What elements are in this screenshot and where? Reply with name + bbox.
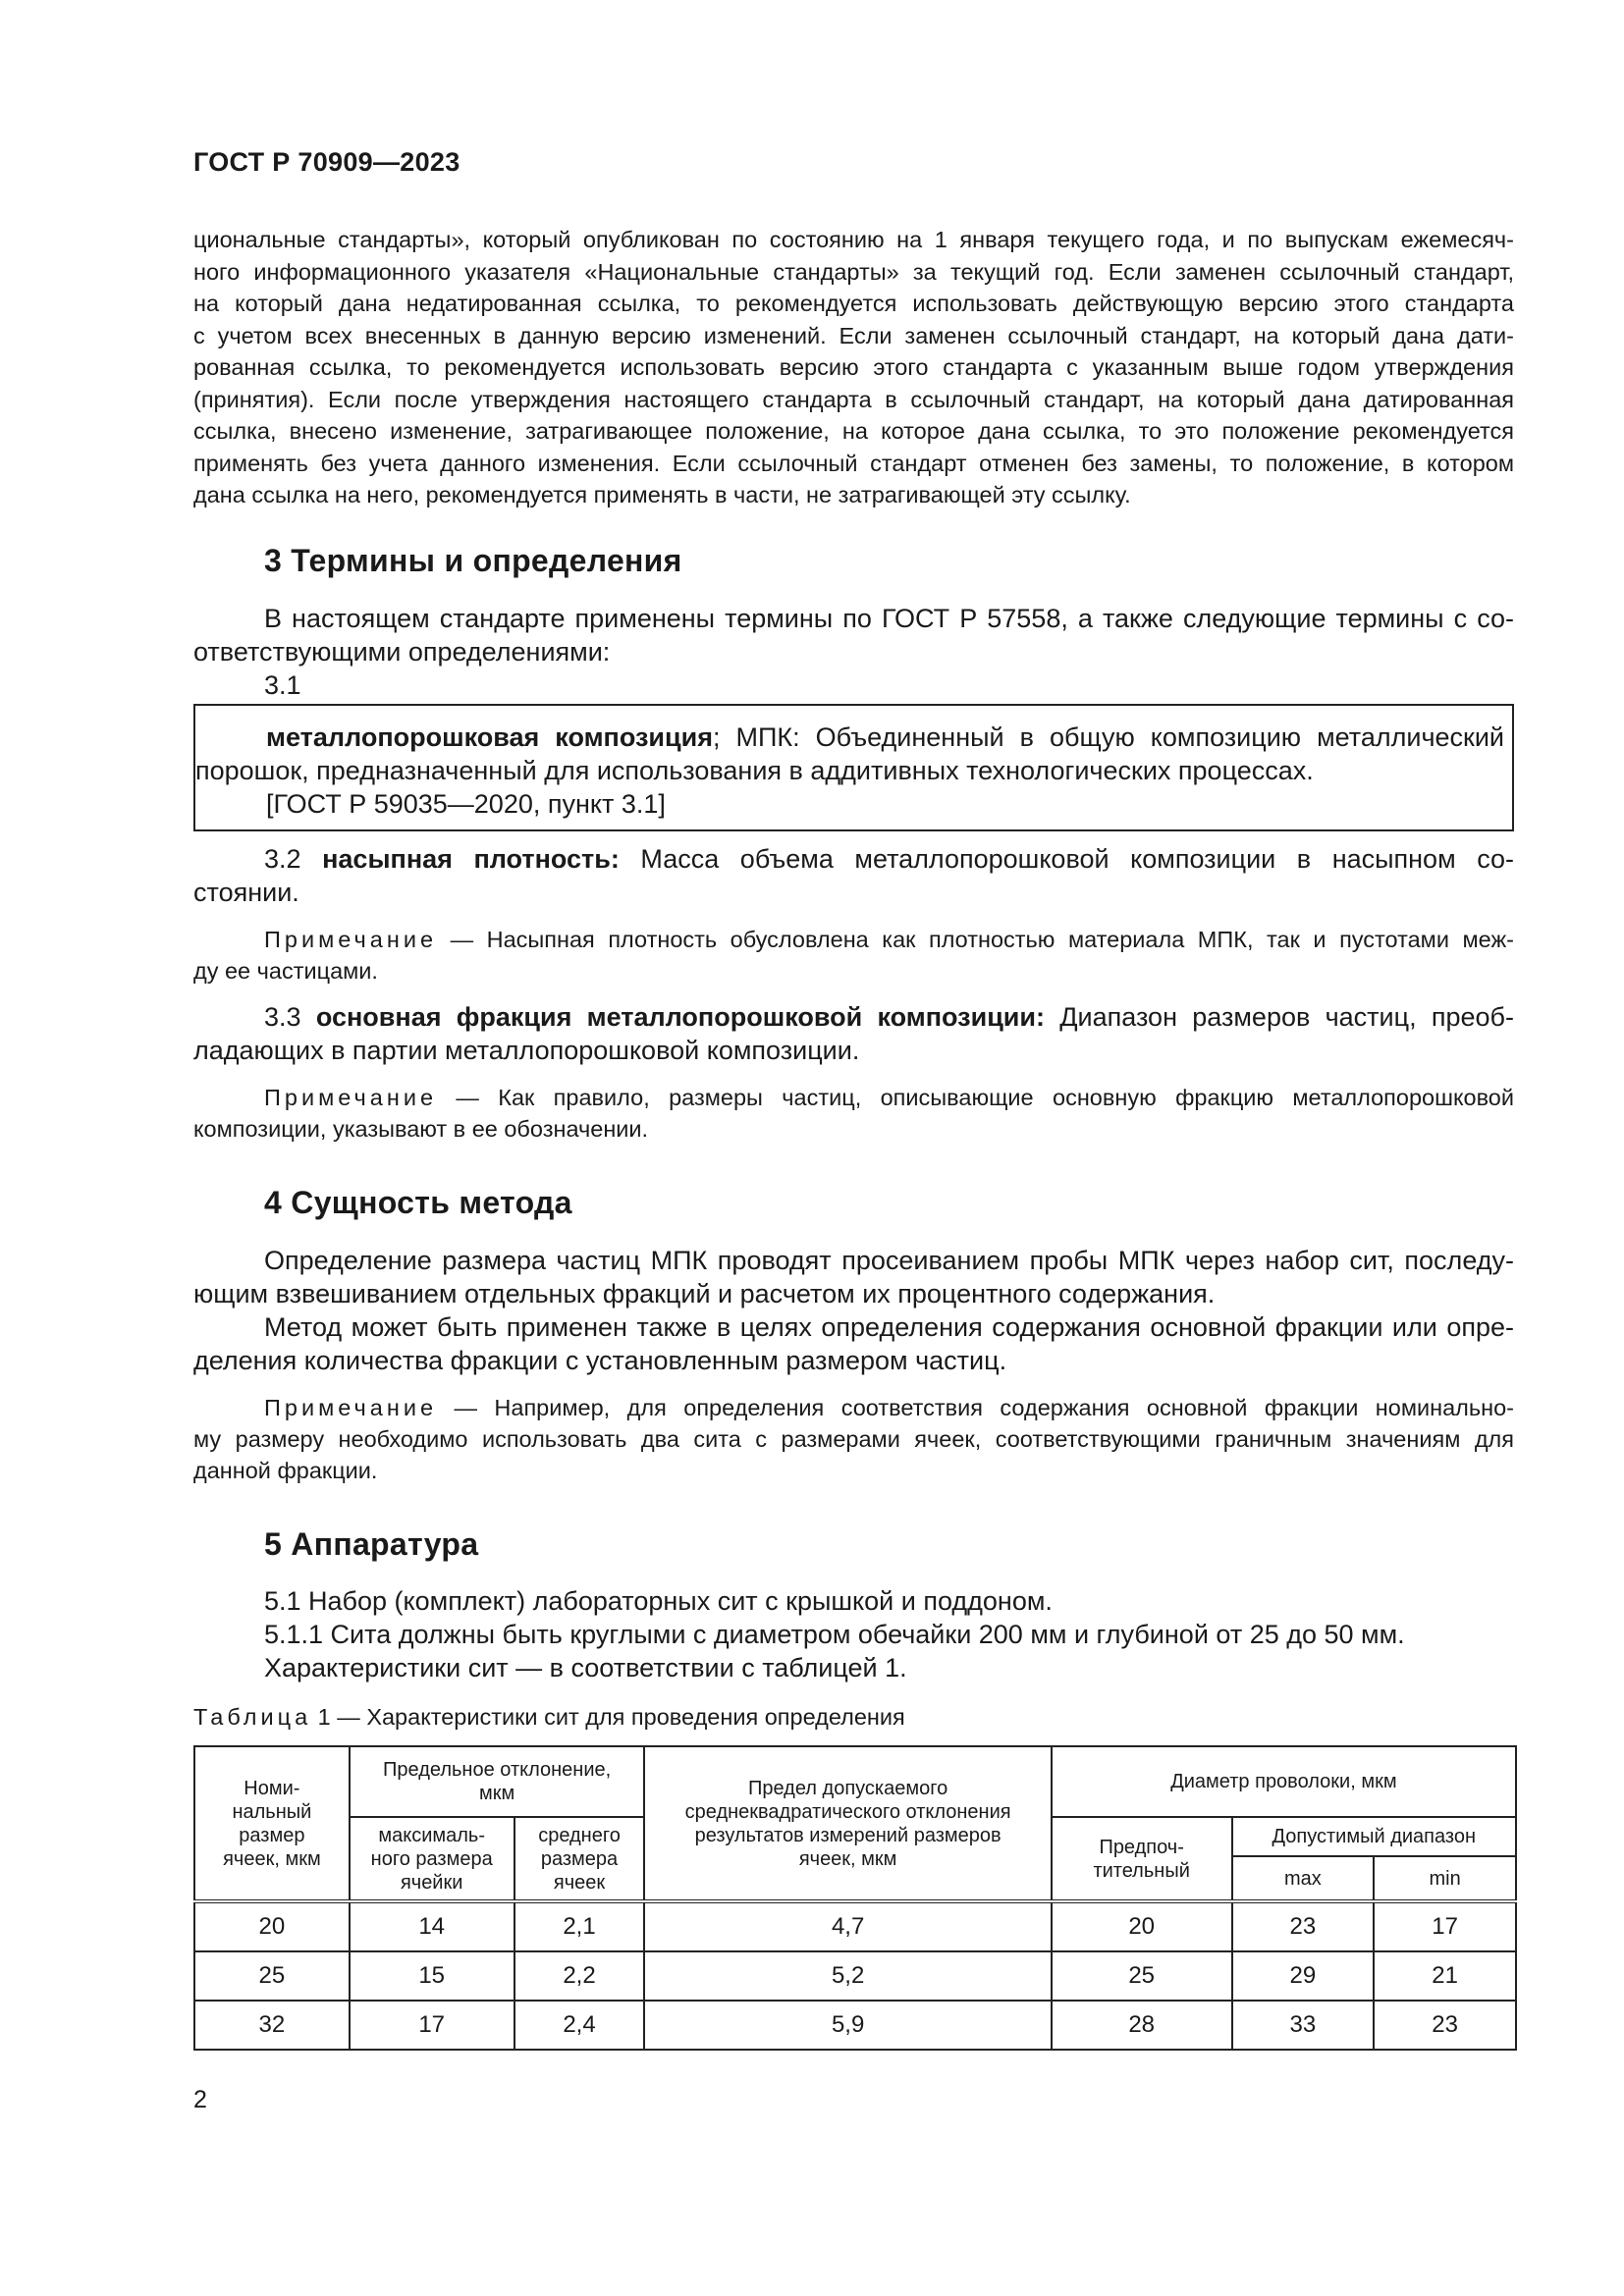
page-number: 2 xyxy=(193,2086,207,2113)
section-3-intro-line: В настоящем стандарте применены термины по ГОСТ Р 57558, а также следующие термины с со- xyxy=(264,604,1514,633)
item-3-2-number: 3.2 xyxy=(264,844,301,874)
table-cell: 29 xyxy=(1232,1951,1375,2001)
note-3-2 xyxy=(193,924,1514,987)
table-1-caption xyxy=(193,1704,905,1731)
note-label: Примечание xyxy=(264,927,438,952)
section-4-heading: 4 Сущность метода xyxy=(264,1185,572,1220)
item-3-2-line: стоянии. xyxy=(193,878,299,907)
term-main-fraction: основная фракция металлопорошковой композиции: xyxy=(315,1002,1045,1032)
table-cell: 4,7 xyxy=(644,1901,1051,1951)
note-3-3 xyxy=(193,1082,1514,1145)
note-4 xyxy=(193,1392,1514,1486)
header-nominal-size: Номи- нальный размер ячеек, мкм xyxy=(194,1746,350,1901)
definition-3-1-source: [ГОСТ Р 59035—2020, пункт 3.1] xyxy=(266,789,666,819)
term-metal-powder-composition: металлопорошковая композиция xyxy=(266,722,713,752)
table-caption-text: 1 — Характеристики сит для проведения определения xyxy=(311,1704,905,1730)
table-cell: 25 xyxy=(194,1951,350,2001)
note-4-line: му размеру необходимо использовать два сита с размерами ячеек, соответствующими граничным значениям для xyxy=(193,1426,1514,1452)
header-mean-cell: среднего размера ячеек xyxy=(514,1817,645,1901)
note-label: Примечание xyxy=(264,1085,438,1110)
intro-line: применять без учета данного изменения. Если ссылочный стандарт отменен без замены, то положение, в котором xyxy=(193,450,1514,476)
intro-line: (принятия). Если после утверждения настоящего стандарта в ссылочный стандарт, на который дана датированная xyxy=(193,386,1514,412)
note-3-3-text: — Как правило, размеры частиц, описывающие основную фракцию металлопорошковой xyxy=(437,1085,1514,1110)
table-cell: 33 xyxy=(1232,2001,1375,2050)
item-3-2 xyxy=(193,842,1514,909)
table-cell: 5,9 xyxy=(644,2001,1051,2050)
section-4-paragraphs xyxy=(193,1244,1514,1377)
table-cell: 2,2 xyxy=(514,1951,645,2001)
note-3-2-line: ду ее частицами. xyxy=(193,958,378,984)
item-3-2-line xyxy=(193,842,1514,876)
table-cell: 20 xyxy=(1052,1901,1232,1951)
table-cell: 15 xyxy=(350,1951,514,2001)
section-5-line: 5.1.1 Сита должны быть круглыми с диаметром обечайки 200 мм и глубиной от 25 до 50 мм. xyxy=(264,1620,1405,1649)
section-3-intro-line: ответствующими определениями: xyxy=(193,637,611,667)
table-row xyxy=(194,2001,1516,2050)
table-cell: 23 xyxy=(1374,2001,1516,2050)
header-rms-limit: Предел допускаемого среднеквадратического отклонения результатов измерений размеров ячеек, мкм xyxy=(644,1746,1051,1901)
item-3-3-line: ладающих в партии металлопорошковой композиции. xyxy=(193,1036,860,1065)
header-limit-deviation: Предельное отклонение, мкм xyxy=(350,1746,645,1817)
table-cell: 2,1 xyxy=(514,1901,645,1951)
table-cell: 23 xyxy=(1232,1901,1375,1951)
table-cell: 32 xyxy=(194,2001,350,2050)
note-3-3-line: композиции, указывают в ее обозначении. xyxy=(193,1116,649,1142)
section-4-line: Метод может быть применен также в целях определения содержания основной фракции или опре- xyxy=(264,1312,1514,1342)
note-3-2-text: — Насыпная плотность обусловлена как плотностью материала МПК, так и пустотами меж- xyxy=(437,927,1514,952)
intro-line: циональные стандарты», который опубликован по состоянию на 1 января текущего года, и по выпускам ежемесяч- xyxy=(193,227,1514,252)
note-label: Примечание xyxy=(264,1395,438,1420)
definition-3-1-line xyxy=(195,721,1504,754)
table-1 xyxy=(193,1745,1517,2051)
note-4-text: — Например, для определения соответствия содержания основной фракции номинально- xyxy=(437,1395,1514,1420)
note-4-line xyxy=(193,1392,1514,1423)
header-wire-diameter: Диаметр проволоки, мкм xyxy=(1052,1746,1516,1817)
header-min: min xyxy=(1374,1856,1516,1901)
table-cell: 2,4 xyxy=(514,2001,645,2050)
header-max: max xyxy=(1232,1856,1375,1901)
intro-line: с учетом всех внесенных в данную версию изменений. Если заменен ссылочный стандарт, на который дана дати- xyxy=(193,322,1514,348)
note-4-line: данной фракции. xyxy=(193,1458,378,1483)
definition-3-1-text: ; МПК: Объединенный в общую композицию металлический xyxy=(712,722,1504,752)
item-3-2-text: Масса объема металлопорошковой композиции в насыпном со- xyxy=(619,844,1514,874)
header-allowed-range: Допустимый диапазон xyxy=(1232,1817,1516,1856)
section-4-line: Определение размера частиц МПК проводят просеиванием пробы МПК через набор сит, последу- xyxy=(264,1246,1514,1275)
section-5-heading: 5 Аппаратура xyxy=(264,1526,479,1562)
table-caption-label: Таблица xyxy=(193,1704,312,1730)
note-3-2-line xyxy=(193,924,1514,955)
header-preferred: Предпоч- тительный xyxy=(1052,1817,1232,1901)
document-code: ГОСТ Р 70909—2023 xyxy=(193,147,460,177)
intro-line: на который дана недатированная ссылка, то рекомендуется использовать действующую версию этого стандарта xyxy=(193,291,1514,316)
table-row xyxy=(194,1951,1516,2001)
section-3-heading: 3 Термины и определения xyxy=(264,543,682,578)
item-3-3-number: 3.3 xyxy=(264,1002,301,1032)
item-3-3-text: Диапазон размеров частиц, преоб- xyxy=(1044,1002,1514,1032)
table-cell: 5,2 xyxy=(644,1951,1051,2001)
section-5-line: 5.1 Набор (комплект) лабораторных сит с крышкой и поддоном. xyxy=(264,1586,1053,1616)
definition-box-3-1 xyxy=(193,704,1514,831)
table-cell: 17 xyxy=(1374,1901,1516,1951)
section-5-line: Характеристики сит — в соответствии с таблицей 1. xyxy=(264,1653,907,1682)
definition-3-1-line: порошок, предназначенный для использования в аддитивных технологических процессах. xyxy=(195,756,1314,785)
intro-line: дана ссылка на него, рекомендуется применять в части, не затрагивающей эту ссылку. xyxy=(193,482,1131,507)
intro-paragraph xyxy=(193,224,1514,511)
item-3-3-line xyxy=(193,1000,1514,1034)
intro-line: ссылка, внесено изменение, затрагивающее положение, на которое дана ссылка, то это положение рекомендуется xyxy=(193,418,1514,444)
intro-line: ного информационного указателя «Национальные стандарты» за текущий год. Если заменен ссылочный стандарт, xyxy=(193,258,1514,285)
section-3-intro xyxy=(193,602,1514,702)
table-cell: 21 xyxy=(1374,1951,1516,2001)
intro-line: рованная ссылка, то рекомендуется использовать версию этого стандарта с указанным выше годом утверждения xyxy=(193,354,1514,380)
table-row xyxy=(194,1901,1516,1951)
table-cell: 17 xyxy=(350,2001,514,2050)
note-3-3-line xyxy=(193,1082,1514,1113)
table-cell: 14 xyxy=(350,1901,514,1951)
section-4-line: ющим взвешиванием отдельных фракций и расчетом их процентного содержания. xyxy=(193,1279,1216,1308)
table-cell: 20 xyxy=(194,1901,350,1951)
item-3-1-number: 3.1 xyxy=(264,670,301,700)
table-cell: 25 xyxy=(1052,1951,1232,2001)
section-4-line: деления количества фракции с установленным размером частиц. xyxy=(193,1346,1007,1375)
header-max-cell: максималь- ного размера ячейки xyxy=(350,1817,514,1901)
section-5-paragraphs xyxy=(193,1584,1514,1684)
term-bulk-density: насыпная плотность: xyxy=(322,844,620,874)
item-3-3 xyxy=(193,1000,1514,1067)
table-cell: 28 xyxy=(1052,2001,1232,2050)
